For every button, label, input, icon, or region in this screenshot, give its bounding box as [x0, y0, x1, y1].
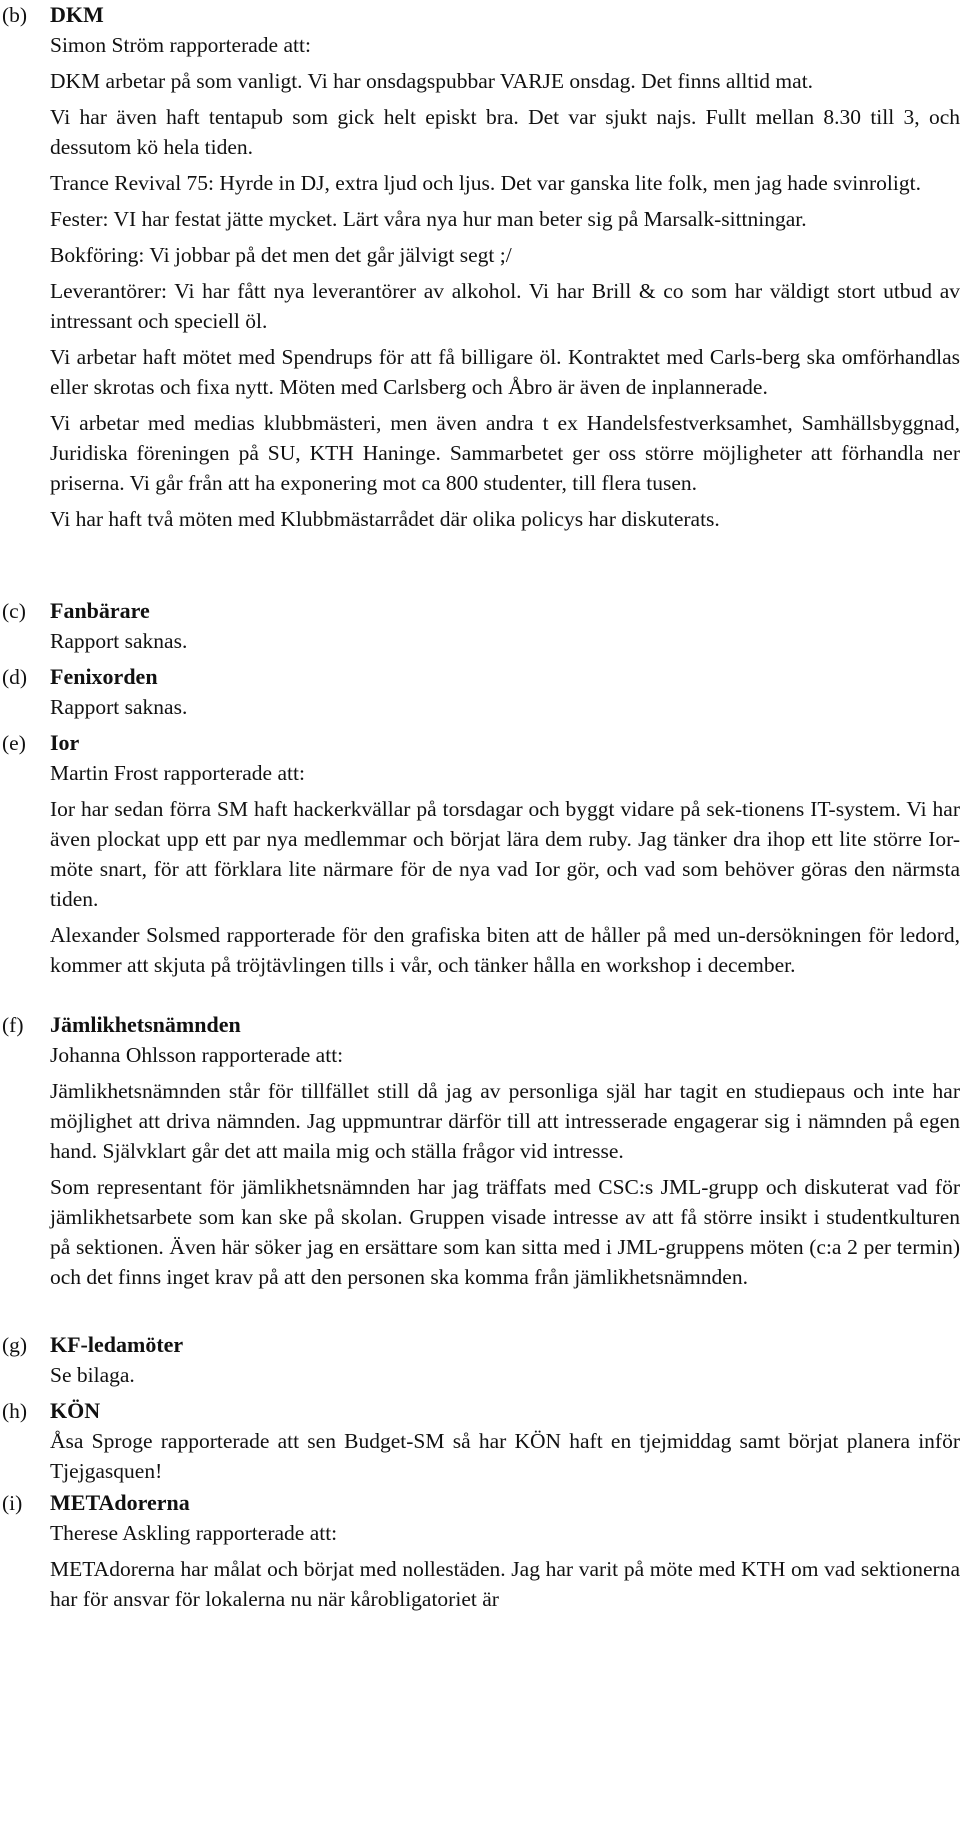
paragraph: Vi har även haft tentapub som gick helt episkt bra. Det var sjukt najs. Fullt mellan 8.30 till 3, och dessutom kö hela tiden.	[50, 105, 960, 159]
section-title: KÖN	[50, 1398, 101, 1423]
section-ior	[2, 728, 958, 986]
section-heading	[2, 0, 958, 30]
paragraph: Bokföring: Vi jobbar på det men det går jälvigt segt ;/	[50, 243, 512, 267]
section-body	[50, 758, 960, 980]
section-kon	[2, 1396, 958, 1492]
paragraph: Rapport saknas.	[50, 695, 188, 719]
paragraph: Rapport saknas.	[50, 629, 188, 653]
paragraph: Fester: VI har festat jätte mycket. Lärt våra nya hur man beter sig på Marsalk-sittningar.	[50, 207, 807, 231]
section-heading	[2, 1396, 958, 1426]
paragraph: Trance Revival 75: Hyrde in DJ, extra ljud och ljus. Det var ganska lite folk, men jag hade svinroligt.	[50, 171, 921, 195]
section-body	[50, 1360, 960, 1390]
paragraph: Martin Frost rapporterade att:	[50, 761, 305, 785]
section-heading	[2, 1330, 958, 1360]
section-title: Fanbärare	[50, 598, 150, 623]
paragraph: Vi arbetar med medias klubbmästeri, men även andra t ex Handelsfestverksamhet, Samhällsbyggnad, Juridiska föreningen på SU, KTH Haninge. Sammarbetet ger oss större möjligheter att förhandla ner priserna. Vi går från att ha exponering mot ca 800 studenter, till flera tusen.	[50, 411, 960, 495]
section-label: (f)	[2, 1013, 24, 1037]
paragraph: Se bilaga.	[50, 1363, 135, 1387]
section-heading	[2, 1488, 958, 1518]
section-title: DKM	[50, 2, 104, 27]
paragraph: Vi arbetar haft mötet med Spendrups för att få billigare öl. Kontraktet med Carls-berg ska omförhandlas eller skrotas och fixa nytt. Möten med Carlsberg och Åbro är även de inplannerade.	[50, 345, 960, 399]
section-body	[50, 1426, 960, 1486]
section-kf-ledamoter	[2, 1330, 958, 1396]
section-label: (h)	[2, 1399, 28, 1423]
section-body	[50, 626, 960, 656]
paragraph: METAdorerna har målat och börjat med nollestäden. Jag har varit på möte med KTH om vad sektionerna har för ansvar för lokalerna nu när kårobligatoriet är	[50, 1557, 960, 1611]
paragraph: Therese Askling rapporterade att:	[50, 1521, 338, 1545]
section-fenixorden	[2, 662, 958, 728]
section-body	[50, 1040, 960, 1292]
paragraph: Som representant för jämlikhetsnämnden har jag träffats med CSC:s JML-grupp och diskuterat vad för jämlikhetsarbete som kan ske på skolan. Gruppen visade intresse av att få större insikt i studentkulturen på sektionen. Även här söker jag en ersättare som kan sitta med i JML-gruppens möten (c:a 2 per termin) och det finns inget krav på att den personen ska komma från jämlikhetsnämnden.	[50, 1175, 960, 1289]
section-heading	[2, 1010, 958, 1040]
section-label: (b)	[2, 3, 28, 27]
section-dkm	[2, 0, 958, 540]
section-body	[50, 1518, 960, 1614]
section-jamlikhetsnamnden	[2, 1010, 958, 1298]
paragraph: Åsa Sproge rapporterade att sen Budget-SM så har KÖN haft en tjejmiddag samt börjat planera inför Tjejgasquen!	[50, 1429, 960, 1483]
section-title: METAdorerna	[50, 1490, 190, 1515]
section-label: (i)	[2, 1491, 23, 1515]
section-heading	[2, 596, 958, 626]
section-label: (g)	[2, 1333, 28, 1357]
section-body	[50, 30, 960, 534]
section-label: (c)	[2, 599, 26, 623]
paragraph: Alexander Solsmed rapporterade för den grafiska biten att de håller på med un-dersökningen för ledord, kommer att skjuta på tröjtävlingen tills i vår, och tänker hålla en workshop i december.	[50, 923, 960, 977]
section-heading	[2, 728, 958, 758]
paragraph: Vi har haft två möten med Klubbmästarrådet där olika policys har diskuterats.	[50, 507, 720, 531]
section-title: KF-ledamöter	[50, 1332, 184, 1357]
paragraph: Leverantörer: Vi har fått nya leverantörer av alkohol. Vi har Brill & co som har väldigt stort utbud av intressant och speciell öl.	[50, 279, 960, 333]
section-body	[50, 692, 960, 722]
section-label: (e)	[2, 731, 26, 755]
section-label: (d)	[2, 665, 28, 689]
section-metadorerna	[2, 1488, 958, 1620]
paragraph: Simon Ström rapporterade att:	[50, 33, 311, 57]
paragraph: Jämlikhetsnämnden står för tillfället still då jag av personliga själ har tagit en studiepaus och inte har möjlighet att driva nämnden. Jag uppmuntrar därför till att intresserade engagerar sig i nämnden på egen hand. Självklart går det att maila mig och ställa frågor vid intresse.	[50, 1079, 960, 1163]
section-title: Jämlikhetsnämnden	[50, 1012, 241, 1037]
section-title: Ior	[50, 730, 80, 755]
section-heading	[2, 662, 958, 692]
section-title: Fenixorden	[50, 664, 158, 689]
paragraph: DKM arbetar på som vanligt. Vi har onsdagspubbar VARJE onsdag. Det finns alltid mat.	[50, 69, 814, 93]
section-fanbarare	[2, 596, 958, 662]
paragraph: Ior har sedan förra SM haft hackerkvällar på torsdagar och byggt vidare på sek-tionens IT-system. Vi har även plockat upp ett par nya medlemmar och börjat lära dem ruby. Jag tänker dra ihop ett lite större Ior-möte snart, för att förklara lite närmare för de nya vad Ior gör, och vad som behöver göras den närmsta tiden.	[50, 797, 960, 911]
paragraph: Johanna Ohlsson rapporterade att:	[50, 1043, 344, 1067]
